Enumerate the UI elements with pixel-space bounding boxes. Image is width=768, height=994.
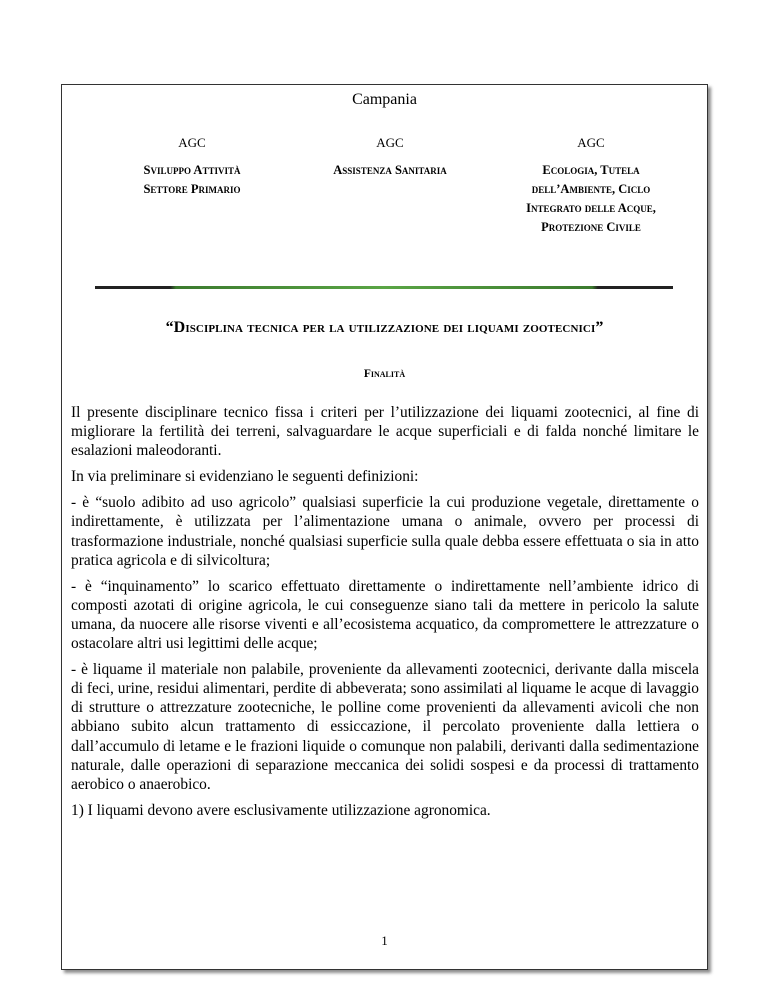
- dept-line: dell’Ambiente, Ciclo: [531, 182, 651, 196]
- agc-label: AGC: [178, 135, 206, 150]
- agc-label: AGC: [577, 135, 605, 150]
- section-heading: Finalità: [363, 368, 406, 380]
- agc-label: AGC: [376, 135, 404, 150]
- paragraph: - è “inquinamento” lo scarico effettuato direttamente o indirettamente nell’ambiente idrico di composti azotati di origine agricola, le cui conseguenze siano tali da mettere in pericolo la salute umana, da nuocere alle risorse viventi e all’ecosistema acquatico, da compromettere le attrezzature o ostacolare altri usi legittimi delle acque;: [71, 577, 699, 653]
- document-title: “Disciplina tecnica per la utilizzazione dei liquami zootecnici”: [165, 319, 604, 336]
- paragraph: In via preliminare si evidenziano le seguenti definizioni:: [71, 468, 419, 486]
- dept-line: Ecologia, Tutela: [542, 163, 640, 177]
- agc-column-assistenza: [290, 133, 490, 180]
- header-divider: [95, 286, 673, 289]
- paragraph: - è liquame il materiale non palabile, proveniente da allevamenti zootecnici, derivante dalla miscela di feci, urine, residui alimentari, perdite di abbeverata; sono assimilati al liquame le acque di lavaggio di strutture o attrezzature zootecniche, le polline come provenienti da allevamenti avicoli che non abbiano subito alcun trattamento di essiccazione, il percolato proveniente dalla lettiera o dall’accumulo di letame e le frazioni liquide o comunque non palabili, derivanti dalla sedimentazione naturale, dalle operazioni di separazione meccanica dei solidi sospesi e da processi di trattamento aerobico o anaerobico.: [71, 661, 699, 793]
- agc-column-ecologia: [496, 133, 686, 237]
- region-name: Campania: [352, 91, 417, 108]
- agc-column-sviluppo: [112, 133, 272, 199]
- document-page: [61, 84, 708, 970]
- dept-line: Protezione Civile: [541, 220, 641, 234]
- paragraph: - è “suolo adibito ad uso agricolo” qualsiasi superficie la cui produzione vegetale, direttamente o indirettamente, è utilizzata per l’alimentazione umana o animale, ovvero per processi di trasformazione industriale, nonché qualsiasi superficie sulla quale debba essere effettuata o sia in atto pratica agricola e di silvicoltura;: [71, 494, 699, 569]
- dept-line: Settore Primario: [143, 182, 241, 196]
- dept-line: Assistenza Sanitaria: [333, 163, 447, 177]
- document-body: [71, 403, 699, 827]
- paragraph: 1) I liquami devono avere esclusivamente utilizzazione agronomica.: [71, 801, 491, 819]
- page-number: 1: [381, 933, 388, 948]
- dept-line: Integrato delle Acque,: [526, 201, 656, 215]
- paragraph: Il presente disciplinare tecnico fissa i criteri per l’utilizzazione dei liquami zootecnici, al fine di migliorare la fertilità dei terreni, salvaguardare le acque superficiali e di falda nonché limitare le esalazioni maleodoranti.: [71, 404, 699, 460]
- dept-line: Sviluppo Attività: [143, 163, 241, 177]
